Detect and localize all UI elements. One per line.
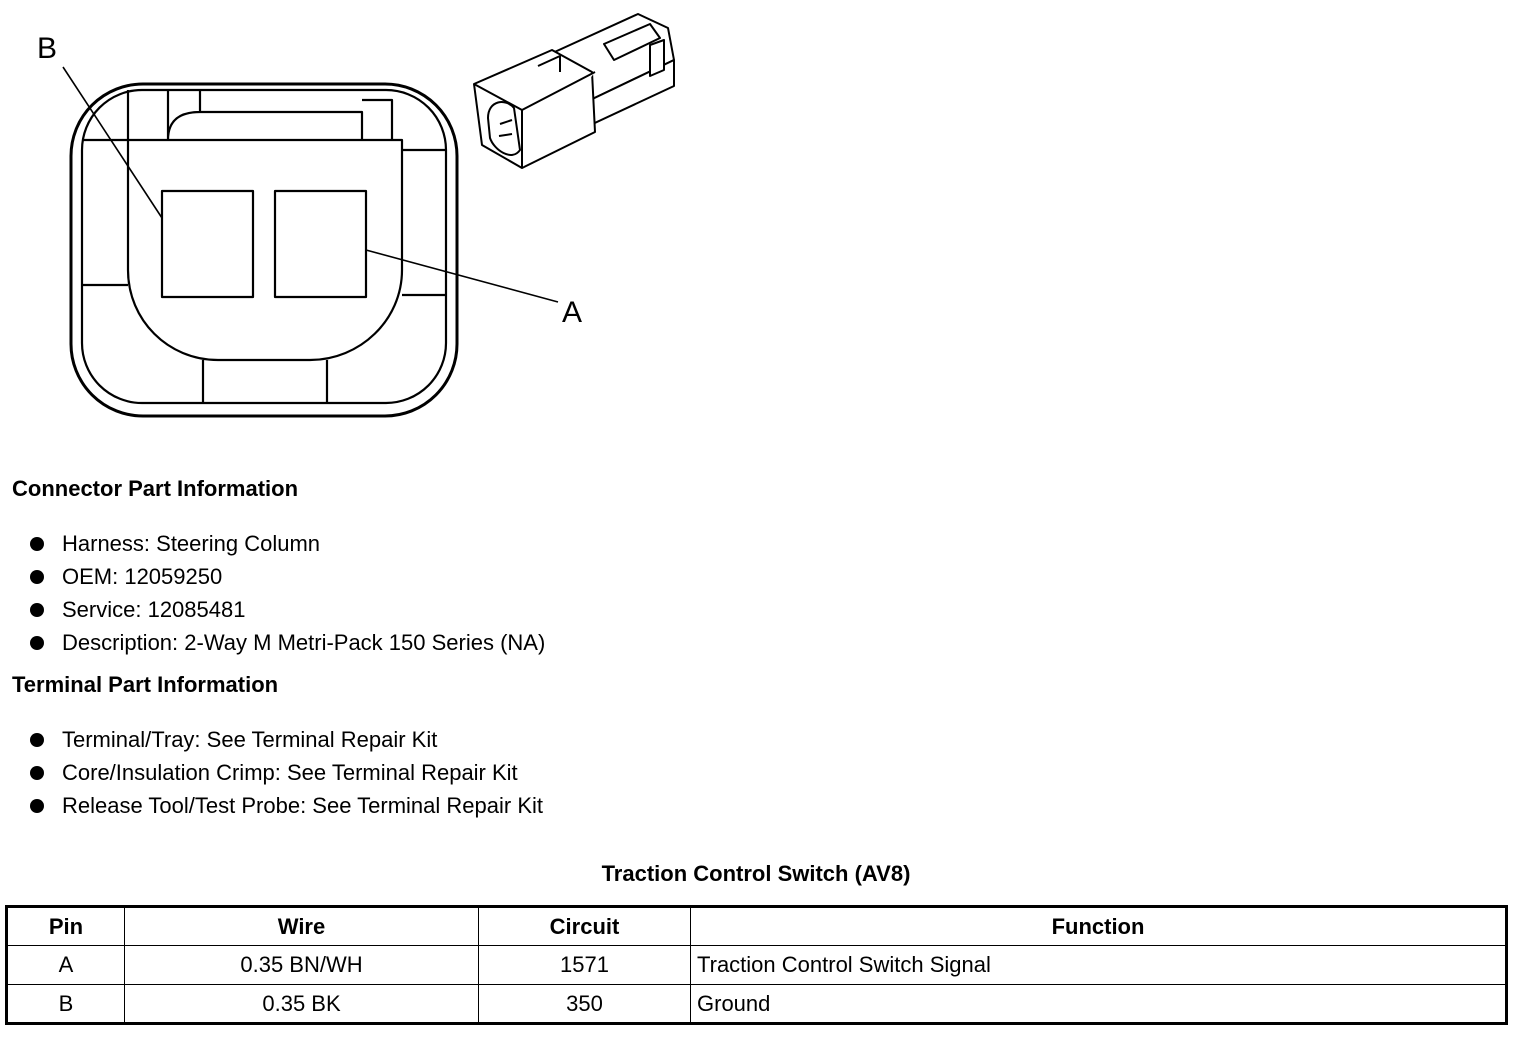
pin-table-title: Traction Control Switch (AV8) — [601, 861, 911, 886]
bullet-icon — [30, 537, 44, 551]
bullet-icon — [30, 766, 44, 780]
connector-info-item — [0, 595, 545, 628]
connector-bottom-key — [203, 360, 327, 403]
wire-column-header: Wire — [125, 907, 479, 946]
connector-latch-tab — [128, 90, 392, 140]
terminal-info-text: Terminal/Tray: See Terminal Repair Kit — [62, 727, 438, 752]
pin-cell: A — [7, 946, 125, 985]
wire-cell: 0.35 BK — [125, 985, 479, 1024]
bullet-icon — [30, 799, 44, 813]
connector-info-text: OEM: 12059250 — [62, 564, 223, 589]
bullet-icon — [30, 733, 44, 747]
pin-table-header-row — [7, 907, 1507, 946]
connector-diagram — [0, 0, 700, 440]
bullet-icon — [30, 636, 44, 650]
wire-cell: 0.35 BN/WH — [125, 946, 479, 985]
circuit-cell: 350 — [479, 985, 691, 1024]
function-cell: Ground — [691, 985, 1507, 1024]
leader-line-a — [366, 250, 558, 302]
terminal-info-text: Core/Insulation Crimp: See Terminal Repair Kit — [62, 760, 518, 785]
terminal-cavity-b — [162, 191, 253, 297]
connector-info-item — [0, 628, 545, 661]
terminal-info-title: Terminal Part Information — [12, 672, 279, 697]
pin-table — [5, 905, 1508, 1025]
terminal-info-item — [0, 758, 543, 791]
connector-info-text: Description: 2-Way M Metri-Pack 150 Series (NA) — [62, 630, 546, 655]
connector-info-item — [0, 529, 545, 562]
terminal-cavity-a — [275, 191, 366, 297]
bullet-icon — [30, 570, 44, 584]
table-row — [7, 946, 1507, 985]
function-cell: Traction Control Switch Signal — [691, 946, 1507, 985]
circuit-column-header: Circuit — [479, 907, 691, 946]
connector-info-text: Service: 12085481 — [62, 597, 246, 622]
pin-label-a: A — [562, 296, 583, 329]
terminal-info-list — [0, 725, 543, 824]
connector-info-text: Harness: Steering Column — [62, 531, 321, 556]
bullet-icon — [30, 603, 44, 617]
connector-isometric-illustration — [474, 14, 674, 168]
terminal-info-text: Release Tool/Test Probe: See Terminal Repair Kit — [62, 793, 543, 818]
connector-info-title: Connector Part Information — [12, 476, 299, 501]
connector-cavity — [128, 140, 402, 360]
pin-label-b: B — [37, 32, 58, 65]
terminal-info-item — [0, 791, 543, 824]
connector-info-list — [0, 529, 545, 661]
circuit-cell: 1571 — [479, 946, 691, 985]
pin-column-header: Pin — [7, 907, 125, 946]
pin-cell: B — [7, 985, 125, 1024]
table-row — [7, 985, 1507, 1024]
terminal-info-item — [0, 725, 543, 758]
connector-info-item — [0, 562, 545, 595]
function-column-header: Function — [691, 907, 1507, 946]
connector-rails — [82, 140, 446, 295]
